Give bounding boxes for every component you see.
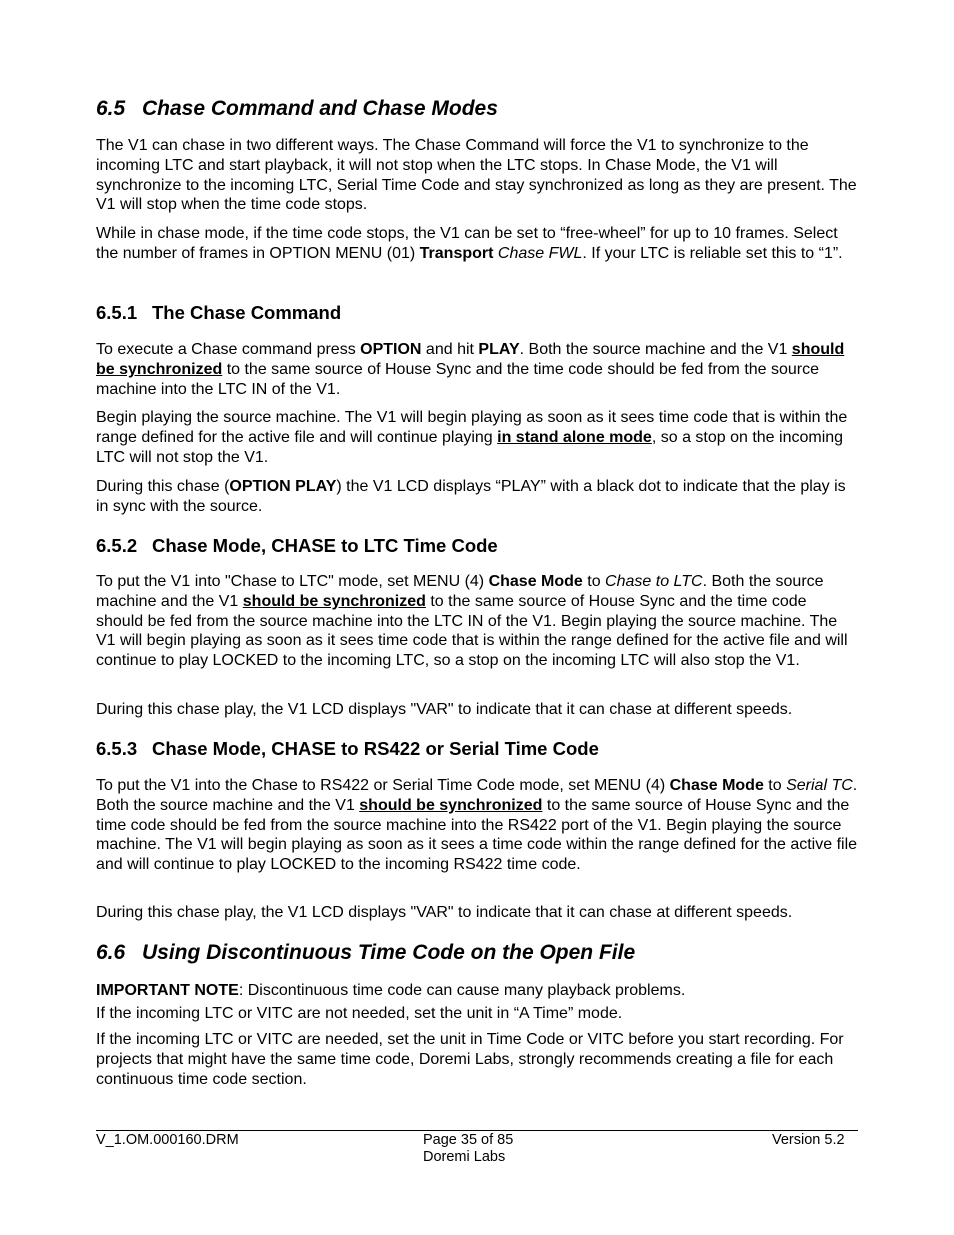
important-note: IMPORTANT NOTE: Discontinuous time code can cause many playback problems. [96,982,686,999]
paragraph: During this chase play, the V1 LCD displays "VAR" to indicate that it can chase at different speeds. [96,701,793,718]
paragraph: If the incoming LTC or VITC are needed, set the unit in Time Code or VITC before you start recording. For projects that might have the same time code, Doremi Labs, strongly recommends creating a file for each continuous time code section. [96,1031,844,1088]
footer-page-info [423,1132,513,1166]
subsection-heading-6-5-2: 6.5.2 Chase Mode, CHASE to LTC Time Code [96,535,498,556]
paragraph: To execute a Chase command press OPTION and hit PLAY. Both the source machine and the V1 should be synchronized to the same source of House Sync and the time code should be fed from the source machine into the LTC IN of the V1. [96,341,845,398]
paragraph: If the incoming LTC or VITC are not needed, set the unit in “A Time” mode. [96,1005,623,1022]
paragraph: While in chase mode, if the time code stops, the V1 can be set to “free-wheel” for up to 10 frames. Select the number of frames in OPTION MENU (01) Transport Chase FWL. If your LTC is reliable set this to “1”. [96,225,843,262]
section-heading-6-5: 6.5 Chase Command and Chase Modes [96,97,498,120]
footer-company: Doremi Labs [423,1149,506,1165]
paragraph: Begin playing the source machine. The V1 will begin playing as soon as it sees time code that is within the range defined for the active file and will continue playing in stand alone mode, so a stop on the incoming LTC will not stop the V1. [96,409,848,466]
section-heading-6-6: 6.6 Using Discontinuous Time Code on the Open File [96,941,636,964]
subsection-heading-6-5-3: 6.5.3 Chase Mode, CHASE to RS422 or Serial Time Code [96,738,599,759]
subsection-heading-6-5-1: 6.5.1 The Chase Command [96,302,342,323]
footer-divider [96,1130,858,1131]
footer-page-number: Page 35 of 85 [423,1132,514,1148]
footer-doc-id: V_1.OM.000160.DRM [96,1132,239,1148]
paragraph: To put the V1 into "Chase to LTC" mode, set MENU (4) Chase Mode to Chase to LTC. Both the source machine and the V1 should be synchronized to the same source of House Sync and the time code should be fed from the source machine into the LTC IN of the V1. Begin playing the source machine. The V1 will begin playing as soon as it sees time code that is within the range defined for the active file and will continue to play LOCKED to the incoming LTC, so a stop on the incoming LTC will also stop the V1. [96,573,848,670]
footer-version: Version 5.2 [772,1132,845,1148]
paragraph: During this chase play, the V1 LCD displays "VAR" to indicate that it can chase at different speeds. [96,904,793,921]
paragraph: During this chase (OPTION PLAY) the V1 LCD displays “PLAY” with a black dot to indicate that the play is in sync with the source. [96,478,846,515]
paragraph: To put the V1 into the Chase to RS422 or Serial Time Code mode, set MENU (4) Chase Mode to Serial TC. Both the source machine and the V1 should be synchronized to the same source of House Sync and the time code should be fed from the source machine into the RS422 port of the V1. Begin playing the source machine. The V1 will begin playing as soon as it sees a time code within the range defined for the active file and will continue to play LOCKED to the incoming RS422 time code. [96,777,858,874]
paragraph: The V1 can chase in two different ways. The Chase Command will force the V1 to synchronize to the incoming LTC and start playback, it will not stop when the LTC stops. In Chase Mode, the V1 will synchronize to the incoming LTC, Serial Time Code and stay synchronized as long as they are present. The V1 will stop when the time code stops. [96,137,857,214]
section-title: Chase Command and Chase Modes [142,97,498,120]
